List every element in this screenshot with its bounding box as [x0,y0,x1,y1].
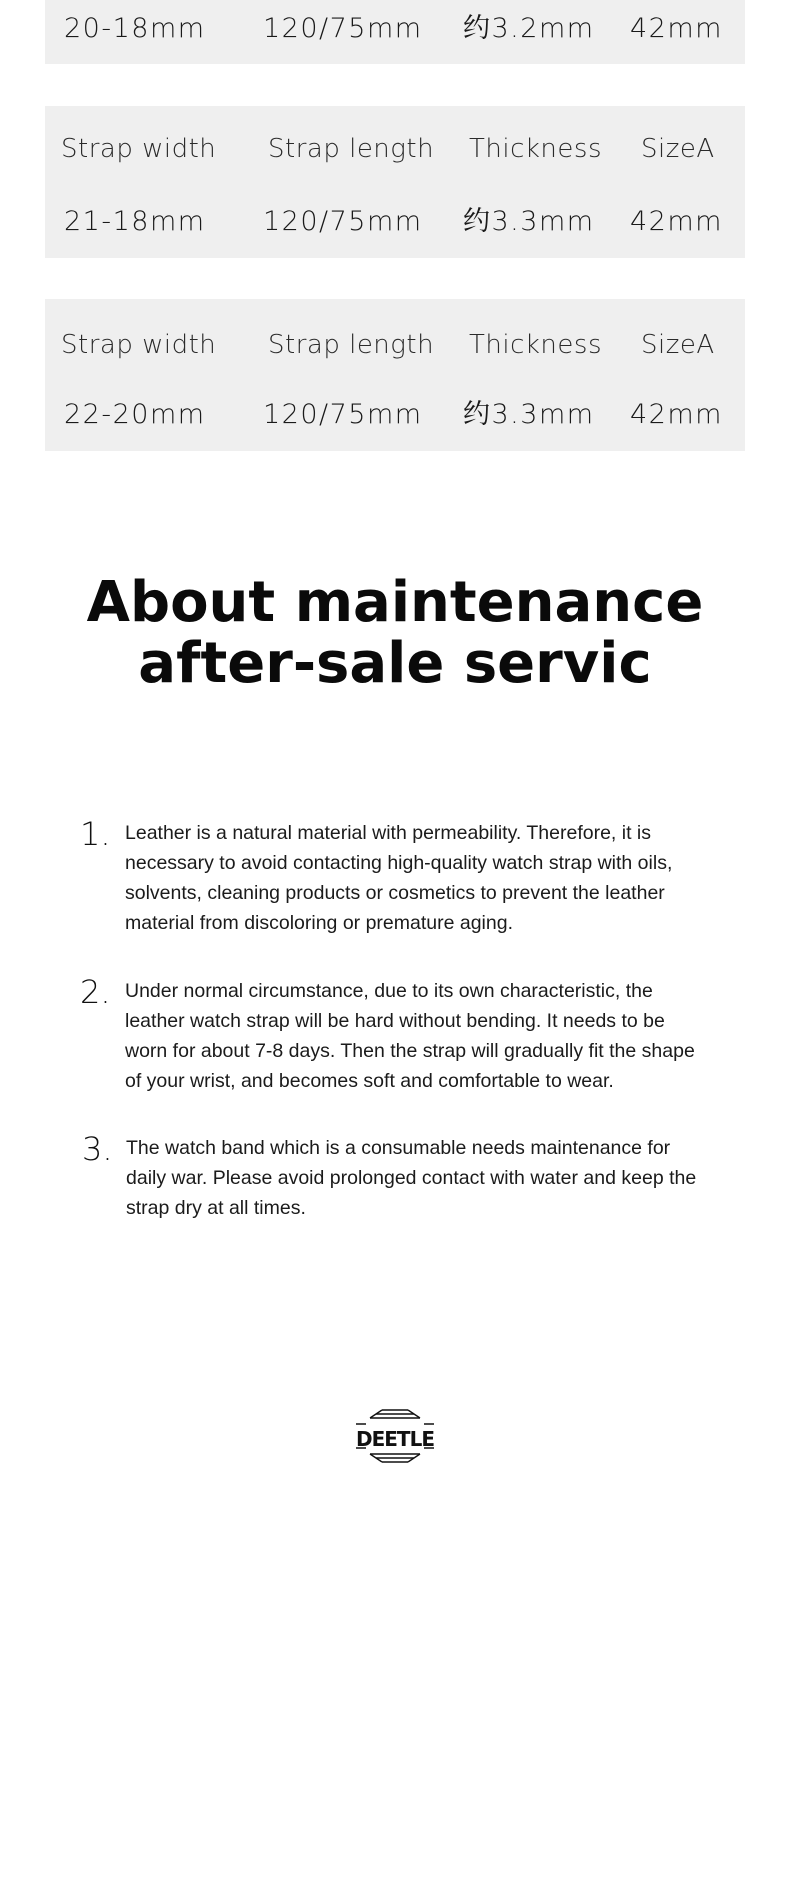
size-a-value: 42mm [630,13,723,44]
strap-length-value: 120/75mm [263,399,423,430]
care-item-3 [80,1130,720,1223]
spec-table-3 [45,299,745,451]
strap-length-header: Strap length [268,134,435,164]
strap-width-value: 20-18mm [64,13,206,44]
size-a-value: 42mm [630,206,723,237]
care-item-text: Leather is a natural material with permeability. Therefore, it is necessary to avoid contacting high-quality watch strap with oils, solvents, cleaning products or cosmetics to prevent the leather material from discoloring or premature aging. [125,822,673,934]
care-item-text: The watch band which is a consumable needs maintenance for daily war. Please avoid prolonged contact with water and keep the strap dry at all times. [126,1137,697,1219]
care-item-number: 2. [80,973,111,1011]
thickness-value: 约3.3mm [463,399,595,430]
strap-length-value: 120/75mm [263,206,423,237]
strap-width-value: 22-20mm [64,399,206,430]
strap-width-header: Strap width [61,134,217,164]
thickness-header: Thickness [469,330,603,360]
spec-table-1 [45,0,745,64]
brand-logo [354,1408,436,1466]
spec-table-2 [45,106,745,258]
care-item-2 [80,973,720,1126]
thickness-header: Thickness [469,134,603,164]
spec-values-row [45,202,745,242]
care-item-number: 1. [80,815,111,853]
strap-width-header: Strap width [61,330,217,360]
strap-width-value: 21-18mm [64,206,206,237]
spec-values-row [45,9,745,49]
thickness-value: 约3.2mm [463,13,595,44]
thickness-value: 约3.3mm [463,206,595,237]
care-item-number: 3. [82,1130,113,1168]
care-item-1 [80,815,720,938]
maintenance-title-line-1: About maintenance [86,570,704,635]
brand-logo-text: DEETLE [356,1427,434,1451]
size-a-header: SizeA [641,330,715,360]
spec-header-row [45,325,745,365]
spec-header-row [45,129,745,169]
maintenance-title-line-2: after-sale servic [138,631,652,696]
maintenance-title [0,572,790,694]
spec-values-row [45,395,745,435]
size-a-value: 42mm [630,399,723,430]
size-a-header: SizeA [641,134,715,164]
strap-length-value: 120/75mm [263,13,423,44]
care-item-text: Under normal circumstance, due to its own characteristic, the leather watch strap will be hard without bending. It needs to be worn for about 7-8 days. Then the strap will gradually fit the shape of your wrist, and becomes soft and comfortable to wear. [125,980,695,1092]
strap-length-header: Strap length [268,330,435,360]
